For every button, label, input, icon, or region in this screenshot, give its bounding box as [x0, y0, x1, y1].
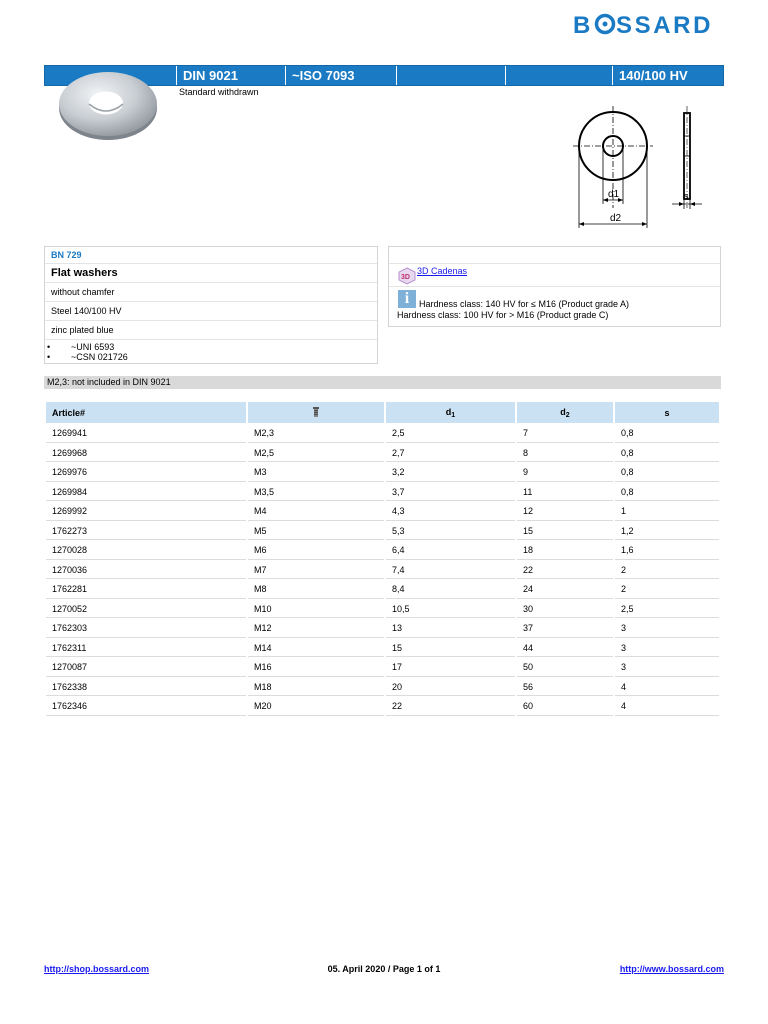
header-standard: DIN 9021: [176, 66, 283, 85]
cell-s: 2: [615, 562, 719, 580]
cell-d2: 15: [517, 523, 613, 541]
cell-s: 2: [615, 581, 719, 599]
table-row: [46, 659, 719, 677]
cell-size: M2,3: [248, 425, 384, 443]
cell-article[interactable]: 1762346: [46, 698, 246, 716]
col-d1: $d_1$: [386, 402, 515, 423]
cell-size: M4: [248, 503, 384, 521]
cell-d1: 2,7: [386, 445, 515, 463]
cell-d1: 8,4: [386, 581, 515, 599]
header-empty-2: [505, 66, 611, 85]
cell-article[interactable]: 1270028: [46, 542, 246, 560]
cell-d1: 4,3: [386, 503, 515, 521]
info-icon: i: [398, 290, 416, 308]
table-row: [46, 601, 719, 619]
table-row: [46, 523, 719, 541]
cell-article[interactable]: 1762338: [46, 679, 246, 697]
cell-article[interactable]: 1762311: [46, 640, 246, 658]
website-link[interactable]: http://www.bossard.com: [619, 964, 724, 974]
article-table: [44, 400, 721, 718]
table-row: [46, 445, 719, 463]
s-dimension-label: s: [684, 191, 689, 201]
finish-row: zinc plated blue: [45, 321, 377, 340]
table-row: [46, 698, 719, 716]
cell-d2: 22: [517, 562, 613, 580]
col-s: s: [615, 402, 719, 423]
3d-cad-icon[interactable]: [398, 267, 416, 285]
col-article: Article#: [46, 402, 246, 423]
cell-d2: 50: [517, 659, 613, 677]
washer-technical-drawing: [568, 104, 718, 232]
cell-article[interactable]: 1269992: [46, 503, 246, 521]
cell-article[interactable]: 1270052: [46, 601, 246, 619]
cell-d1: 2,5: [386, 425, 515, 443]
table-row: [46, 562, 719, 580]
cell-d1: 13: [386, 620, 515, 638]
cell-size: M6: [248, 542, 384, 560]
cell-article[interactable]: 1269984: [46, 484, 246, 502]
footer-right: [620, 964, 724, 974]
cell-d1: 7,4: [386, 562, 515, 580]
bn-number: BN 729: [51, 250, 82, 260]
cell-size: M3: [248, 464, 384, 482]
cell-s: 1,6: [615, 542, 719, 560]
bn-row: [45, 247, 377, 264]
logo-wordmark: [573, 10, 723, 40]
norms-row: [45, 340, 377, 363]
cell-d2: 7: [517, 425, 613, 443]
cell-s: 2,5: [615, 601, 719, 619]
feature-row: without chamfer: [45, 283, 377, 302]
cell-d1: 22: [386, 698, 515, 716]
table-header-row: [46, 402, 719, 423]
footer-date-page: 05. April 2020 / Page 1 of 1: [327, 964, 441, 974]
cell-d1: 20: [386, 679, 515, 697]
cell-d1: 10,5: [386, 601, 515, 619]
hardness-note-1: Hardness class: 140 HV for ≤ M16 (Product grade A): [419, 299, 630, 309]
header-hardness: 140/100 HV: [612, 66, 723, 85]
cell-s: 3: [615, 640, 719, 658]
3d-cadenas-link[interactable]: 3D Cadenas: [417, 266, 468, 276]
standard-status: Standard withdrawn: [179, 87, 259, 97]
cell-s: 3: [615, 620, 719, 638]
material-row: Steel 140/100 HV: [45, 302, 377, 321]
col-d2: $d_2$: [517, 402, 613, 423]
cell-size: M2,5: [248, 445, 384, 463]
cell-d2: 56: [517, 679, 613, 697]
svg-text:3D: 3D: [401, 274, 410, 281]
cell-size: M5: [248, 523, 384, 541]
downloads-info-box: [388, 246, 721, 327]
cell-d2: 44: [517, 640, 613, 658]
norms-list: [51, 342, 377, 362]
washer-photo: [56, 68, 160, 142]
header-empty-1: [396, 66, 505, 85]
table-row: [46, 620, 719, 638]
cell-article[interactable]: 1762281: [46, 581, 246, 599]
d2-dimension-label: d2: [610, 213, 622, 224]
header-iso: ~ISO 7093: [285, 66, 395, 85]
cell-s: 0,8: [615, 425, 719, 443]
cell-d1: 3,7: [386, 484, 515, 502]
cell-d1: 6,4: [386, 542, 515, 560]
size-note: M2,3: not included in DIN 9021: [44, 376, 721, 389]
cell-article[interactable]: 1269968: [46, 445, 246, 463]
table-row: [46, 640, 719, 658]
hardness-note-2: Hardness class: 100 HV for > M16 (Product grade C): [397, 310, 609, 320]
cell-size: M20: [248, 698, 384, 716]
cad-row[interactable]: [389, 263, 720, 287]
cell-size: M16: [248, 659, 384, 677]
cell-d2: 60: [517, 698, 613, 716]
cell-size: M12: [248, 620, 384, 638]
cell-s: 3: [615, 659, 719, 677]
table-row: [46, 542, 719, 560]
cell-s: 4: [615, 679, 719, 697]
table-row: [46, 581, 719, 599]
d1-dimension-label: d1: [608, 189, 620, 200]
col-size: [248, 402, 384, 423]
product-title: Flat washers: [51, 267, 118, 279]
product-info-box: [44, 246, 378, 364]
cell-d2: 9: [517, 464, 613, 482]
cell-s: 0,8: [615, 484, 719, 502]
cell-article[interactable]: 1270036: [46, 562, 246, 580]
cell-s: 1: [615, 503, 719, 521]
cell-d2: 24: [517, 581, 613, 599]
cell-size: M3,5: [248, 484, 384, 502]
title-row: [45, 264, 377, 283]
thread-size-icon: [311, 407, 321, 417]
cell-d2: 12: [517, 503, 613, 521]
cell-article[interactable]: 1762303: [46, 620, 246, 638]
table-row: [46, 425, 719, 443]
bossard-logo: [573, 10, 723, 40]
cell-article[interactable]: 1269976: [46, 464, 246, 482]
norm-item: • ~UNI 6593: [51, 342, 377, 352]
cell-article[interactable]: 1269941: [46, 425, 246, 443]
cell-s: 0,8: [615, 445, 719, 463]
cell-article[interactable]: 1270087: [46, 659, 246, 677]
cell-d2: 18: [517, 542, 613, 560]
cell-size: M14: [248, 640, 384, 658]
cell-d2: 30: [517, 601, 613, 619]
cell-article[interactable]: 1762273: [46, 523, 246, 541]
cell-d2: 11: [517, 484, 613, 502]
cell-d2: 37: [517, 620, 613, 638]
cell-s: 0,8: [615, 464, 719, 482]
cell-d1: 5,3: [386, 523, 515, 541]
cell-d1: 15: [386, 640, 515, 658]
cell-size: M8: [248, 581, 384, 599]
svg-text:B: B: [573, 12, 593, 39]
table-row: [46, 503, 719, 521]
cell-s: 4: [615, 698, 719, 716]
shop-link[interactable]: http://shop.bossard.com: [44, 964, 150, 974]
svg-text:SSARD: SSARD: [616, 12, 714, 39]
cell-d2: 8: [517, 445, 613, 463]
table-row: [46, 484, 719, 502]
table-row: [46, 679, 719, 697]
cell-d1: 17: [386, 659, 515, 677]
cell-s: 1,2: [615, 523, 719, 541]
cell-size: M10: [248, 601, 384, 619]
cell-size: M7: [248, 562, 384, 580]
cell-d1: 3,2: [386, 464, 515, 482]
table-row: [46, 464, 719, 482]
cell-size: M18: [248, 679, 384, 697]
norm-item: • ~CSN 021726: [51, 352, 377, 362]
